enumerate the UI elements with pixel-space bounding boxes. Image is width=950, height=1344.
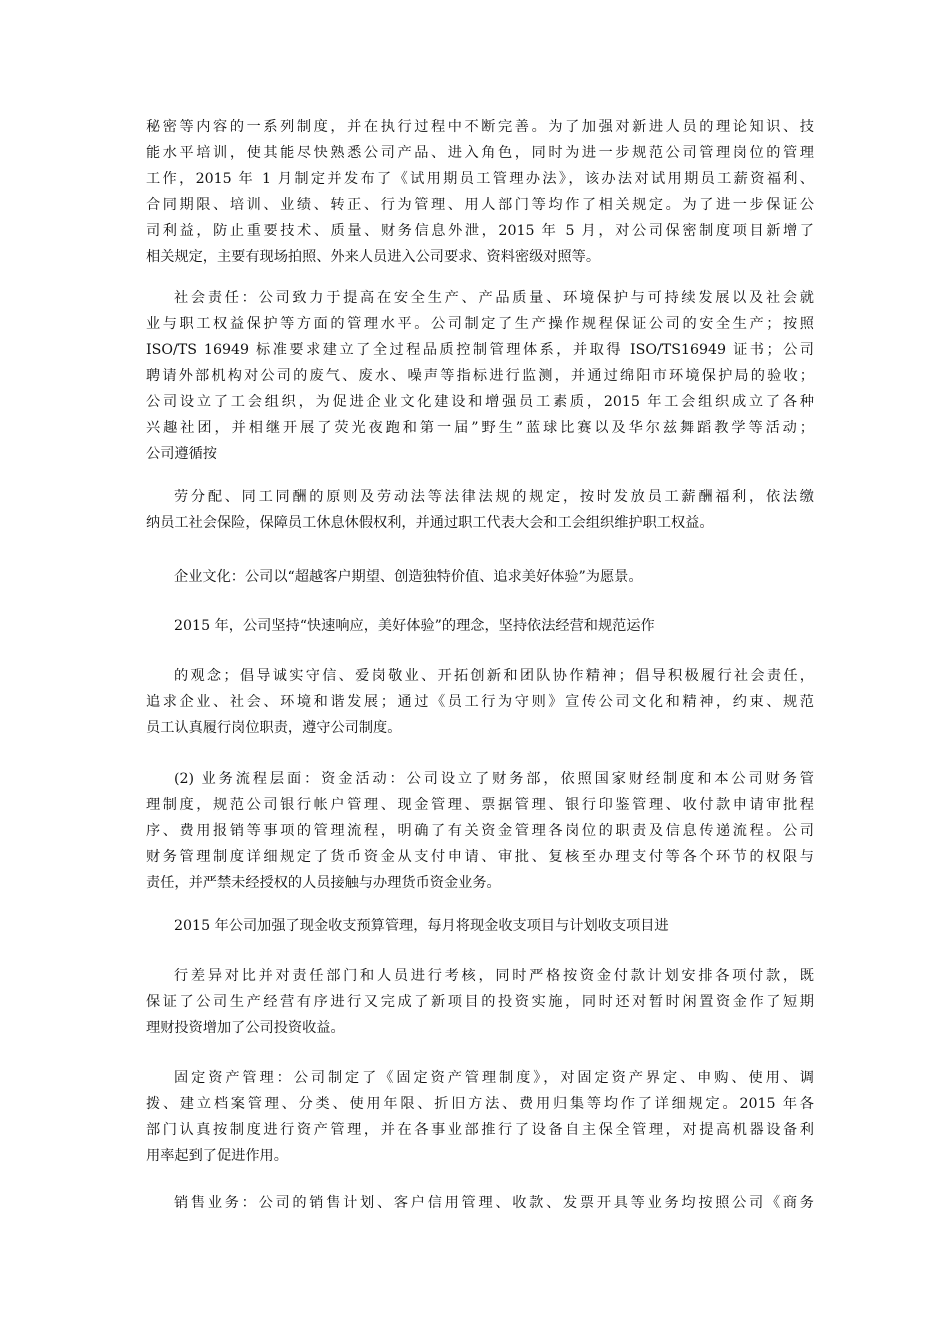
text-line: 追求企业、社会、环境和谐发展；通过《员工行为守则》宣传公司文化和精神，约束、规范: [146, 694, 814, 710]
paragraph: [146, 766, 814, 896]
text-line: 拨、建立档案管理、分类、使用年限、折旧方法、费用归集等均作了详细规定。2015 年各: [146, 1096, 814, 1112]
text-line: 固定资产管理：公司制定了《固定资产管理制度》，对固定资产界定、申购、使用、调: [174, 1070, 814, 1086]
text-line: 2015 年公司加强了现金收支预算管理，每月将现金收支项目与计划收支项目进: [174, 918, 669, 934]
paragraph: [146, 913, 814, 939]
text-line: 财务管理制度详细规定了货币资金从支付申请、审批、复核至办理支付等各个环节的权限与: [146, 849, 814, 865]
text-line: 业与职工权益保护等方面的管理水平。公司制定了生产操作规程保证公司的安全生产；按照: [146, 316, 814, 332]
paragraph: [146, 1065, 814, 1169]
paragraph: [146, 1190, 814, 1216]
text-line: 2015 年，公司坚持“快速响应，美好体验”的理念，坚持依法经营和规范运作: [174, 618, 655, 634]
text-line: 司利益，防止重要技术、质量、财务信息外泄，2015 年 5 月，对公司保密制度项目新增了: [146, 223, 814, 239]
text-line: 部门认真按制度进行资产管理，并在各事业部推行了设备自主保全管理，对提高机器设备利: [146, 1122, 814, 1138]
text-line: 销售业务：公司的销售计划、客户信用管理、收款、发票开具等业务均按照公司《商务: [174, 1195, 814, 1211]
text-line: 保证了公司生产经营有序进行又完成了新项目的投资实施，同时还对暂时闲置资金作了短期: [146, 994, 814, 1010]
text-line: 理制度，规范公司银行帐户管理、现金管理、票据管理、银行印鉴管理、收付款申请审批程: [146, 797, 814, 813]
text-line: 公司设立了工会组织，为促进企业文化建设和增强员工素质，2015 年工会组织成立了各种: [146, 394, 814, 410]
text-line: 理财投资增加了公司投资收益。: [146, 1020, 345, 1036]
text-line: 责任，并严禁未经授权的人员接触与办理货币资金业务。: [146, 875, 501, 891]
text-line: 能水平培训，使其能尽快熟悉公司产品、进入角色，同时为进一步规范公司管理岗位的管理: [146, 145, 814, 161]
paragraph: [146, 663, 814, 741]
text-line: 兴趣社团，并相继开展了荧光夜跑和第一届”野生”蓝球比赛以及华尔兹舞蹈教学等活动；: [146, 420, 814, 436]
text-line: ISO/TS 16949 标准要求建立了全过程品质控制管理体系，并取得 ISO/TS16949 证书；公司: [146, 342, 814, 358]
text-line: 序、费用报销等事项的管理流程，明确了有关资金管理各岗位的职责及信息传递流程。公司: [146, 823, 814, 839]
text-line: 社会责任：公司致力于提高在安全生产、产品质量、环境保护与可持续发展以及社会就: [174, 290, 814, 306]
text-line: 的观念；倡导诚实守信、爱岗敬业、开拓创新和团队协作精神；倡导积极履行社会责任，: [174, 668, 814, 684]
text-line: 企业文化：公司以“超越客户期望、创造独特价值、追求美好体验”为愿景。: [174, 569, 643, 585]
text-line: 员工认真履行岗位职责，遵守公司制度。: [146, 720, 402, 736]
text-line: 合同期限、培训、业绩、转正、行为管理、用人部门等均作了相关规定。为了进一步保证公: [146, 197, 814, 213]
text-line: 相关规定，主要有现场拍照、外来人员进入公司要求、资料密级对照等。: [146, 249, 601, 265]
paragraph: [146, 963, 814, 1041]
text-line: 工作，2015 年 1 月制定并发布了《试用期员工管理办法》，该办法对试用期员工薪资福利、: [146, 171, 814, 187]
paragraph: [146, 285, 814, 467]
paragraph: [146, 114, 814, 270]
text-line: 用率起到了促进作用。: [146, 1148, 288, 1164]
paragraph: [146, 484, 814, 536]
text-line: 秘密等内容的一系列制度，并在执行过程中不断完善。为了加强对新进人员的理论知识、技: [146, 119, 814, 135]
text-line: 纳员工社会保险，保障员工休息休假权利，并通过职工代表大会和工会组织维护职工权益。: [146, 515, 714, 531]
text-line: 劳分配、同工同酬的原则及劳动法等法律法规的规定，按时发放员工薪酬福利，依法缴: [174, 489, 814, 505]
paragraph: [146, 613, 814, 639]
text-line: 聘请外部机构对公司的废气、废水、噪声等指标进行监测，并通过绵阳市环境保护局的验收；: [146, 368, 814, 384]
paragraph: [146, 564, 814, 590]
text-line: 公司遵循按: [146, 446, 217, 462]
text-line: (2) 业务流程层面：资金活动：公司设立了财务部，依照国家财经制度和本公司财务管: [174, 771, 814, 787]
text-line: 行差异对比并对责任部门和人员进行考核，同时严格按资金付款计划安排各项付款，既: [174, 968, 814, 984]
